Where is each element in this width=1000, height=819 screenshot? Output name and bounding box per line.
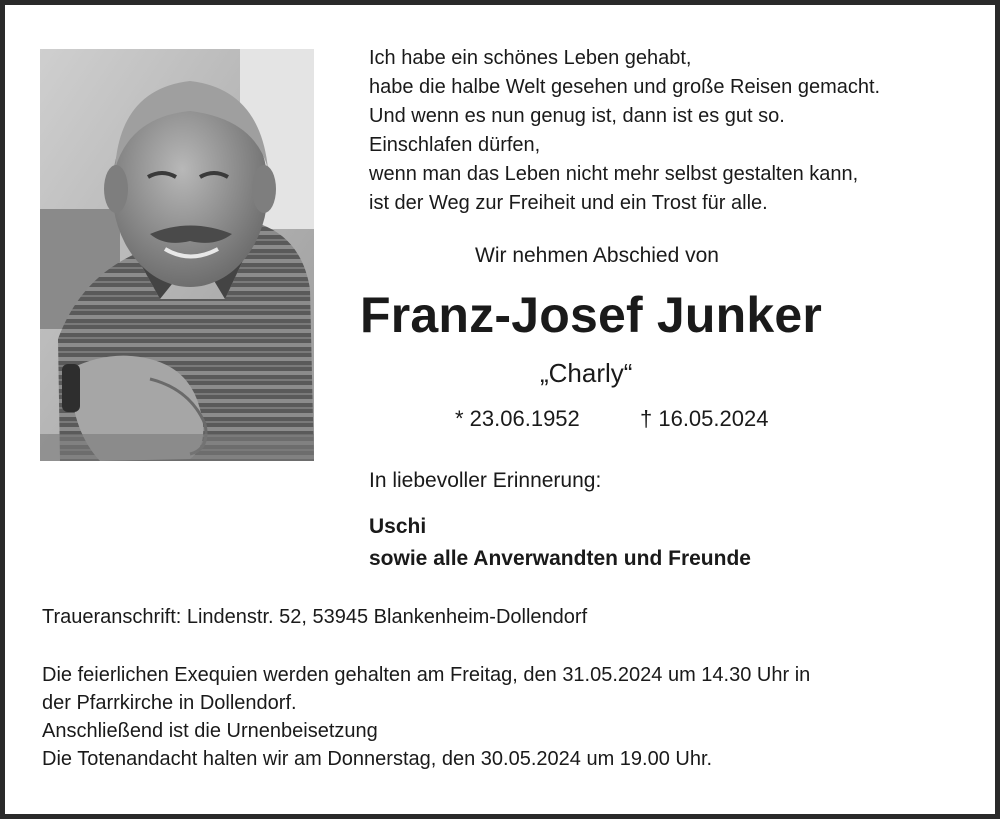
poem-line: Ich habe ein schönes Leben gehabt, bbox=[369, 47, 692, 69]
nickname: „Charly“ bbox=[540, 358, 633, 388]
mourning-address: Traueranschrift: Lindenstr. 52, 53945 Blankenheim-Dollendorf bbox=[42, 606, 588, 628]
service-line: Die feierlichen Exequien werden gehalten am Freitag, den 31.05.2024 um 14.30 Uhr in bbox=[42, 664, 811, 686]
farewell-intro: Wir nehmen Abschied von bbox=[475, 244, 719, 267]
service-line: der Pfarrkirche in Dollendorf. bbox=[42, 692, 297, 714]
service-details bbox=[42, 661, 810, 773]
mourner-line: Uschi bbox=[369, 515, 427, 538]
birth-date: * 23.06.1952 bbox=[455, 406, 580, 431]
portrait-photo bbox=[40, 49, 314, 461]
poem-line: ist der Weg zur Freiheit und ein Trost für alle. bbox=[369, 192, 768, 214]
poem-line: Einschlafen dürfen, bbox=[369, 134, 541, 156]
service-line: Die Totenandacht halten wir am Donnerstag, den 30.05.2024 um 19.00 Uhr. bbox=[42, 748, 713, 770]
service-line: Anschließend ist die Urnenbeisetzung bbox=[42, 720, 378, 742]
memory-label: In liebevoller Erinnerung: bbox=[369, 469, 602, 492]
mourner-line: sowie alle Anverwandten und Freunde bbox=[369, 547, 751, 570]
poem-line: habe die halbe Welt gesehen und große Reisen gemacht. bbox=[369, 76, 881, 98]
poem-line: wenn man das Leben nicht mehr selbst gestalten kann, bbox=[369, 163, 859, 185]
poem bbox=[369, 44, 880, 218]
death-date: † 16.05.2024 bbox=[640, 406, 769, 431]
poem-line: Und wenn es nun genug ist, dann ist es gut so. bbox=[369, 105, 785, 127]
deceased-name: Franz-Josef Junker bbox=[360, 287, 823, 343]
